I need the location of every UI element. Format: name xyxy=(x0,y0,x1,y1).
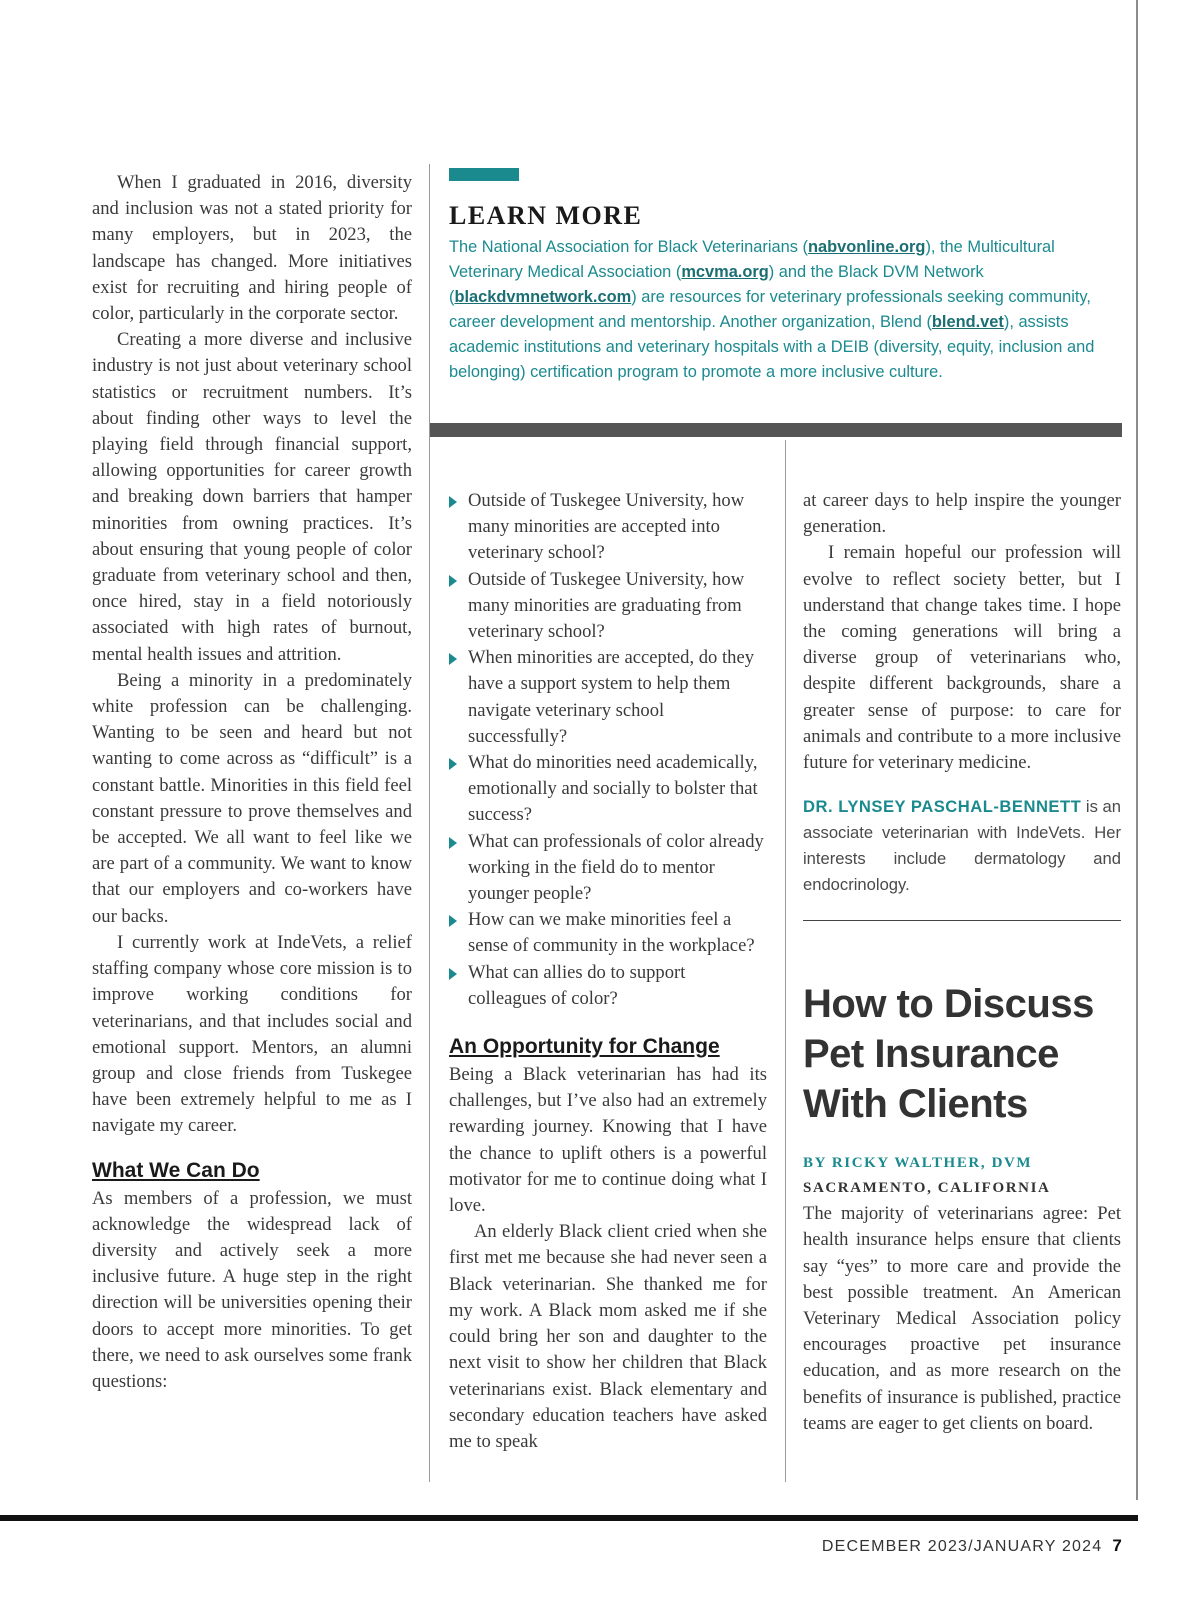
text-run: ), the Multicultural Veterinary Medical Association ( xyxy=(449,238,1055,281)
triangle-bullet-icon xyxy=(449,575,457,587)
section-heading-what-we-can-do: What We Can Do xyxy=(92,1158,260,1182)
page-number: 7 xyxy=(1112,1536,1123,1555)
text-run: The National Association for Black Veterinarians ( xyxy=(449,238,808,256)
paragraph: An elderly Black client cried when she first met me because she had never seen a Black veterinarian. She thanked me for my work. A Black mom asked me if she could bring her son and daughter to the next visit to show her children that Black veterinarians exist. Black elementary and secondary education teachers have asked me to speak xyxy=(449,1221,767,1452)
triangle-bullet-icon xyxy=(449,758,457,770)
paragraph: at career days to help inspire the younger generation. xyxy=(803,490,1121,538)
paragraph: I remain hopeful our profession will evolve to reflect society better, but I understand that change takes time. I hope the coming generations will bring a diverse group of veterinarians who, despite different backgrounds, share a greater sense of purpose: to care for animals and contribute to a more inclusive future for veterinary medicine. xyxy=(803,542,1121,774)
question-text: What can allies do to support colleagues of color? xyxy=(468,961,686,1009)
triangle-bullet-icon xyxy=(449,496,457,508)
text-run: ), assists academic institutions and veterinary hospitals with a DEIB (diversity, equity, inclusion and belonging) certification program to promote a more inclusive culture. xyxy=(449,313,1095,381)
list-item xyxy=(449,567,767,646)
list-item xyxy=(449,750,767,829)
middle-column xyxy=(449,488,767,1455)
triangle-bullet-icon xyxy=(449,837,457,849)
left-column xyxy=(92,170,412,1395)
section-divider-bar xyxy=(430,423,1122,437)
byline-author: BY RICKY WALTHER, DVM xyxy=(803,1155,1033,1172)
question-list xyxy=(449,488,767,1012)
accent-bar xyxy=(449,168,519,181)
author-bio-text: is an associate veterinarian with IndeVets. Her interests include dermatology and endocrinology. xyxy=(803,797,1121,895)
paragraph: Being a Black veterinarian has had its challenges, but I’ve also had an extremely rewarding journey. Knowing that I have the chance to uplift others is a powerful motivator for me to continue doing what I love. xyxy=(449,1064,767,1217)
page-edge-rule xyxy=(1136,0,1138,1500)
paragraph: As members of a profession, we must acknowledge the widespread lack of diversity and actively seek a more inclusive future. A huge step in the right direction will be universities opening their doors to accept more minorities. To get there, we need to ask ourselves some frank questions: xyxy=(92,1187,412,1392)
author-name: DR. LYNSEY PASCHAL-BENNETT xyxy=(803,797,1082,817)
link-mcvma[interactable]: mcvma.org xyxy=(681,263,769,281)
byline xyxy=(803,1151,1121,1201)
triangle-bullet-icon xyxy=(449,653,457,665)
list-item xyxy=(449,645,767,750)
question-text: How can we make minorities feel a sense of community in the workplace? xyxy=(468,909,755,957)
page-footer xyxy=(822,1536,1123,1556)
column-divider xyxy=(429,164,430,1482)
article-body: The majority of veterinarians agree: Pet health insurance helps ensure that clients say “yes” to more care and provide the best possible treatment. An American Veterinary Medical Association policy encourages proactive pet insurance education, and as more research on the benefits of insurance is published, practice teams are eager to get clients on board. xyxy=(803,1203,1121,1434)
learn-more-box xyxy=(449,168,1129,385)
column-divider xyxy=(785,440,786,1482)
article-title: How to Discuss Pet Insurance With Clients xyxy=(803,982,1094,1127)
list-item xyxy=(449,960,767,1012)
footer-rule xyxy=(0,1515,1138,1521)
section-heading-opportunity: An Opportunity for Change xyxy=(449,1035,720,1059)
text-run: ) and the Black DVM Network ( xyxy=(449,263,984,306)
byline-location: SACRAMENTO, CALIFORNIA xyxy=(803,1180,1051,1197)
question-text: Outside of Tuskegee University, how many minorities are graduating from veterinary school? xyxy=(468,568,745,643)
link-blackdvmnetwork[interactable]: blackdvmnetwork.com xyxy=(454,288,632,306)
list-item xyxy=(449,829,767,908)
text-run: ) are resources for veterinary professionals seeking community, career development and mentorship. Another organization, Blend ( xyxy=(449,288,1091,331)
right-column xyxy=(803,488,1121,1437)
paragraph: When I graduated in 2016, diversity and inclusion was not a stated priority for many employers, but in 2023, the landscape has changed. More initiatives exist for recruiting and hiring people of color, particularly in the corporate sector. xyxy=(92,172,412,325)
link-nabvonline[interactable]: nabvonline.org xyxy=(807,238,926,256)
paragraph: Being a minority in a predominately white profession can be challenging. Wanting to be seen and heard but not wanting to come across as “difficult” is a constant battle. Minorities in this field feel constant pressure to prove themselves and be accepted. We all want to feel like we are part of a community. We want to know that our employers and co-workers have our backs. xyxy=(92,669,412,927)
question-text: What do minorities need academically, emotionally and socially to bolster that success? xyxy=(468,752,758,826)
link-blend[interactable]: blend.vet xyxy=(931,313,1004,331)
triangle-bullet-icon xyxy=(449,915,457,927)
question-text: Outside of Tuskegee University, how many minorities are accepted into veterinary school? xyxy=(468,490,745,564)
paragraph: Creating a more diverse and inclusive industry is not just about veterinary school statistics or recruitment numbers. It’s about finding other ways to level the playing field through financial support, allowing opportunities for career growth and breaking down barriers that hamper minorities from owning practices. It’s about ensuring that young people of color graduate from veterinary school and then, once hired, stay in a field notoriously associated with high rates of burnout, mental health issues and attrition. xyxy=(92,329,412,665)
question-text: When minorities are accepted, do they have a support system to help them navigate veterinary school successfully? xyxy=(468,647,755,747)
triangle-bullet-icon xyxy=(449,968,457,980)
author-bio xyxy=(803,794,1121,898)
question-text: What can professionals of color already working in the field do to mentor younger people? xyxy=(468,830,764,905)
list-item xyxy=(449,488,767,567)
divider xyxy=(803,920,1121,921)
learn-more-heading: LEARN MORE xyxy=(449,201,643,230)
list-item xyxy=(449,907,767,959)
learn-more-text xyxy=(449,235,1129,385)
issue-date: DECEMBER 2023/JANUARY 2024 xyxy=(821,1538,1103,1555)
paragraph: I currently work at IndeVets, a relief staffing company whose core mission is to improve working conditions for veterinarians, and that includes social and emotional support. Mentors, an alumni group and close friends from Tuskegee have been extremely helpful to me as I navigate my career. xyxy=(92,931,412,1137)
